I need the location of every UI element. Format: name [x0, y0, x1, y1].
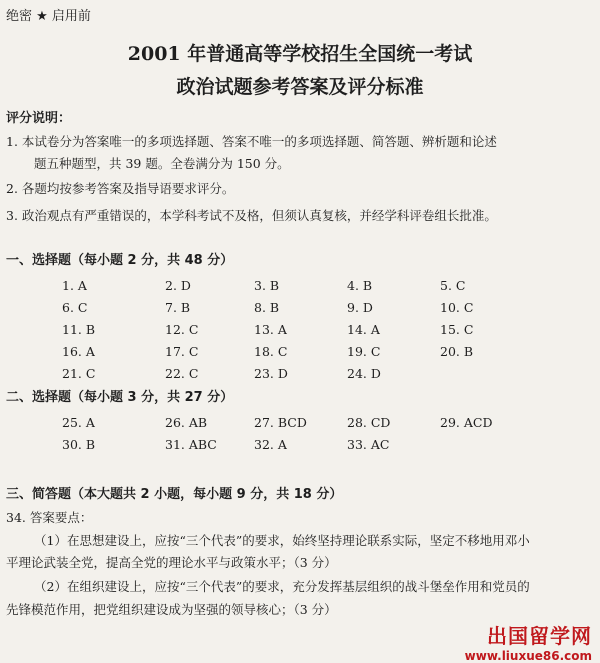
section2-heading: 二、选择题（每小题 3 分，共 27 分）: [6, 390, 234, 405]
section1-answer-item: 10. C: [440, 300, 474, 315]
section1-answer-item: 20. B: [440, 344, 474, 359]
section1-answer-item: 11. B: [62, 322, 96, 337]
watermark-text: 出国留学网: [487, 624, 592, 648]
section1-answer-item: 15. C: [440, 322, 474, 337]
page-subtitle: 政治试题参考答案及评分标准: [176, 76, 424, 98]
q34-point-2-cont: 先锋模范作用，把党组织建设成为坚强的领导核心；（3 分）: [6, 602, 337, 617]
section1-answer-item: 8. B: [254, 300, 280, 315]
q34-point-2: （2）在组织建设上，应按“三个代表”的要求，充分发挥基层组织的战斗堡垒作用和党员的: [34, 579, 530, 594]
section1-answer-item: 13. A: [254, 322, 287, 337]
watermark-url: www.liuxue86.com: [464, 649, 592, 663]
section1-answer-item: 16. A: [62, 344, 95, 359]
section1-answer-item: 21. C: [62, 366, 96, 381]
section1-answer-item: 7. B: [165, 300, 191, 315]
section1-answer-item: 18. C: [254, 344, 288, 359]
section1-answer-item: 24. D: [347, 366, 381, 381]
section1-answer-item: 3. B: [254, 278, 280, 293]
section2-answer-item: 25. A: [62, 415, 95, 430]
section2-answer-item: 29. ACD: [440, 415, 493, 430]
section1-answer-item: 4. B: [347, 278, 373, 293]
section3-heading: 三、简答题（本大题共 2 小题，每小题 9 分，共 18 分）: [6, 487, 343, 502]
scoring-note-3: 3. 政治观点有严重错误的，本学科考试不及格，但须认真复核，并经学科评卷组长批准。: [6, 208, 497, 223]
section1-answer-item: 23. D: [254, 366, 288, 381]
section2-answer-item: 32. A: [254, 437, 287, 452]
page-title: 2001 年普通高等学校招生全国统一考试: [127, 43, 473, 65]
section2-answer-item: 28. CD: [347, 415, 391, 430]
section1-answer-item: 9. D: [347, 300, 373, 315]
confidential-label: 绝密 ★ 启用前: [6, 9, 91, 24]
section1-answer-item: 6. C: [62, 300, 88, 315]
section1-answer-item: 14. A: [347, 322, 380, 337]
q34-point-1-cont: 平理论武装全党，提高全党的理论水平与政策水平；（3 分）: [6, 555, 337, 570]
section1-heading: 一、选择题（每小题 2 分，共 48 分）: [6, 253, 234, 268]
section2-answer-item: 27. BCD: [254, 415, 307, 430]
q34-point-1: （1）在思想建设上，应按“三个代表”的要求，始终坚持理论联系实际，坚定不移地用邓小: [34, 533, 530, 548]
section2-answer-item: 26. AB: [165, 415, 208, 430]
scoring-note-1: 1. 本试卷分为答案唯一的多项选择题、答案不唯一的多项选择题、简答题、辨析题和论述: [6, 134, 497, 149]
section1-answer-item: 1. A: [62, 278, 87, 293]
scoring-notes-heading: 评分说明：: [6, 111, 72, 126]
q34-label: 34. 答案要点：: [6, 510, 93, 525]
section1-answer-item: 2. D: [165, 278, 191, 293]
section2-answer-item: 31. ABC: [165, 437, 217, 452]
scoring-note-2: 2. 各题均按参考答案及指导语要求评分。: [6, 181, 235, 196]
section1-answer-item: 22. C: [165, 366, 199, 381]
section1-answer-item: 5. C: [440, 278, 466, 293]
site-watermark: [465, 620, 592, 663]
section1-answer-item: 19. C: [347, 344, 381, 359]
section1-answer-item: 17. C: [165, 344, 199, 359]
section2-answer-item: 30. B: [62, 437, 96, 452]
section2-answer-item: 33. AC: [347, 437, 390, 452]
scoring-note-1-cont: 题五种题型，共 39 题。全卷满分为 150 分。: [34, 156, 290, 171]
section1-answer-item: 12. C: [165, 322, 199, 337]
